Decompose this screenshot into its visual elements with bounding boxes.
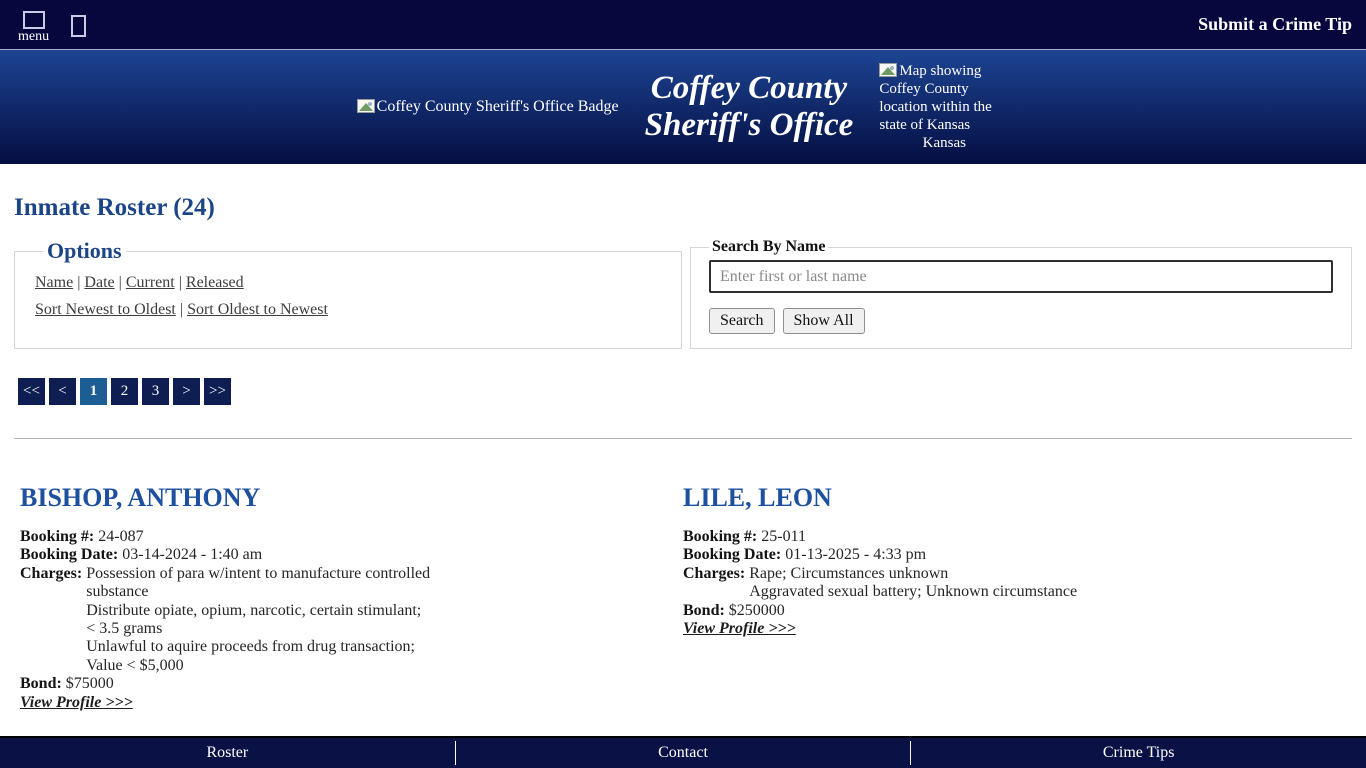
charges-row: [20, 565, 683, 675]
inmate-name: BISHOP, ANTHONY: [20, 483, 261, 512]
footer-link-contact[interactable]: Contact: [658, 744, 708, 761]
top-bar: [0, 0, 1366, 49]
link-separator: |: [178, 274, 182, 291]
filter-link-current[interactable]: Current: [125, 274, 175, 291]
options-panel: [14, 238, 682, 349]
bond-row: [20, 675, 683, 693]
charges-list: [86, 565, 434, 675]
page-next-button[interactable]: >: [173, 378, 200, 405]
link-separator: |: [179, 301, 184, 318]
options-legend: Options: [47, 238, 122, 263]
menu-button[interactable]: [18, 11, 49, 44]
charges-label: Charges:: [683, 564, 746, 582]
badge-image-placeholder: [357, 98, 619, 116]
sort-oldest-link[interactable]: Sort Oldest to Newest: [187, 301, 328, 318]
page-2-button[interactable]: 2: [111, 378, 138, 405]
booking-number-row: [683, 528, 1346, 546]
site-header: [0, 49, 1366, 164]
link-separator: |: [118, 274, 122, 291]
broken-image-icon: [357, 99, 375, 113]
booking-number-label: Booking #:: [20, 528, 95, 545]
page-3-button[interactable]: 3: [142, 378, 169, 405]
page-1-button[interactable]: 1: [80, 378, 107, 405]
pagination: [18, 378, 1366, 405]
search-panel: [690, 238, 1352, 349]
menu-icon: [23, 11, 45, 29]
link-separator: |: [77, 274, 81, 291]
inmate-name: LILE, LEON: [683, 483, 832, 512]
charges-list: [749, 565, 1149, 602]
topbar-left-group: [18, 6, 86, 44]
show-all-button[interactable]: Show All: [783, 308, 865, 334]
booking-date-row: [20, 546, 683, 564]
map-image-placeholder: [879, 62, 1009, 152]
map-alt-text: Map showing Coffey County location within the state of Kansas: [879, 63, 992, 133]
booking-date-value: 03-14-2024 - 1:40 am: [122, 546, 263, 564]
view-profile-link[interactable]: View Profile >>>: [20, 693, 133, 711]
search-input[interactable]: [709, 260, 1333, 293]
map-caption: Kansas: [922, 135, 966, 151]
sort-newest-link[interactable]: Sort Newest to Oldest: [35, 301, 176, 318]
inmate-card: [683, 483, 1346, 712]
booking-date-label: Booking Date:: [683, 546, 782, 564]
badge-alt-text: Coffey County Sheriff's Office Badge: [376, 98, 619, 115]
charge-item: Distribute opiate, opium, narcotic, certain stimulant; < 3.5 grams: [86, 601, 422, 638]
charge-item: Rape; Circumstances unknown: [749, 564, 949, 582]
missing-glyph-icon[interactable]: [71, 15, 86, 37]
filter-link-date[interactable]: Date: [84, 274, 115, 291]
charges-label: Charges:: [20, 564, 83, 582]
filter-links-row: [35, 274, 661, 292]
view-profile-link[interactable]: View Profile >>>: [683, 620, 796, 638]
booking-date-row: [683, 546, 1346, 564]
site-title-line2: Sheriff's Office: [644, 107, 854, 143]
menu-label: menu: [18, 28, 50, 44]
booking-number-row: [20, 528, 683, 546]
search-buttons-row: [709, 308, 1333, 334]
booking-number-value: 25-011: [761, 528, 806, 545]
search-legend: Search By Name: [712, 238, 826, 255]
bond-label: Bond:: [20, 675, 62, 693]
page-prev-button[interactable]: <: [49, 378, 76, 405]
search-button[interactable]: Search: [709, 308, 775, 334]
filter-link-name[interactable]: Name: [35, 274, 74, 291]
bond-row: [683, 602, 1346, 620]
booking-number-label: Booking #:: [683, 528, 758, 545]
bond-value: $250000: [728, 601, 785, 619]
booking-date-value: 01-13-2025 - 4:33 pm: [785, 546, 927, 564]
divider: [14, 438, 1352, 439]
page-first-button[interactable]: <<: [18, 378, 45, 405]
booking-number-value: 24-087: [98, 528, 144, 545]
bond-label: Bond:: [683, 601, 725, 619]
broken-image-icon: [879, 63, 897, 77]
inmate-card: [20, 483, 683, 712]
footer-link-roster[interactable]: Roster: [206, 744, 249, 761]
inmate-roster: [20, 483, 1346, 712]
charges-row: [683, 565, 1346, 602]
site-title: [645, 70, 854, 144]
booking-date-label: Booking Date:: [20, 546, 119, 564]
charge-item: Unlawful to aquire proceeds from drug transaction; Value < $5,000: [86, 638, 415, 674]
sort-links-row: [35, 301, 661, 319]
control-panels: [14, 238, 1352, 349]
page-last-button[interactable]: >>: [204, 378, 231, 405]
site-title-line1: Coffey County: [650, 70, 848, 106]
submit-crime-tip-link[interactable]: Submit a Crime Tip: [1198, 14, 1352, 34]
footer-nav: [0, 736, 1366, 768]
page-title: Inmate Roster (24): [14, 194, 215, 221]
filter-link-released[interactable]: Released: [185, 274, 244, 291]
bond-value: $75000: [65, 675, 114, 693]
charge-item: Possession of para w/intent to manufacture controlled substance: [86, 564, 431, 601]
charge-item: Aggravated sexual battery; Unknown circumstance: [749, 583, 1078, 601]
footer-link-crime-tips[interactable]: Crime Tips: [1102, 744, 1175, 761]
